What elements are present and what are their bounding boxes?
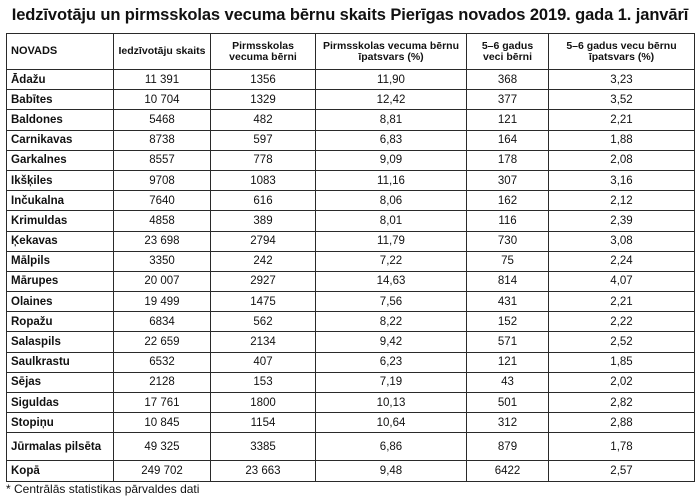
cell-preschool-share: 11,79	[316, 231, 467, 251]
cell-children-5-6: 43	[467, 372, 549, 392]
cell-novads: Siguldas	[7, 393, 114, 413]
cell-preschool-children: 1475	[211, 292, 316, 312]
cell-novads: Kopā	[7, 461, 114, 481]
cell-novads: Ķekavas	[7, 231, 114, 251]
cell-children-5-6: 730	[467, 231, 549, 251]
cell-population: 8738	[114, 130, 211, 150]
cell-preschool-share: 6,23	[316, 352, 467, 372]
cell-novads: Krimuldas	[7, 211, 114, 231]
cell-preschool-share: 14,63	[316, 271, 467, 291]
cell-population: 22 659	[114, 332, 211, 352]
cell-children-5-6: 6422	[467, 461, 549, 481]
table-row	[7, 292, 695, 312]
footnote: * Centrālās statistikas pārvaldes dati	[6, 482, 200, 496]
cell-population: 10 704	[114, 90, 211, 110]
cell-preschool-children: 778	[211, 150, 316, 170]
cell-population: 11 391	[114, 70, 211, 90]
cell-population: 5468	[114, 110, 211, 130]
cell-preschool-children: 1329	[211, 90, 316, 110]
cell-preschool-share: 8,81	[316, 110, 467, 130]
cell-preschool-share: 11,16	[316, 170, 467, 190]
cell-preschool-share: 11,90	[316, 70, 467, 90]
cell-preschool-children: 562	[211, 312, 316, 332]
header-children-5-6-share: 5–6 gadus vecu bērnu īpatsvars (%)	[549, 34, 695, 70]
cell-children-5-6: 75	[467, 251, 549, 271]
cell-children-5-6-share: 2,88	[549, 413, 695, 433]
cell-preschool-share: 7,19	[316, 372, 467, 392]
cell-population: 49 325	[114, 433, 211, 461]
cell-preschool-children: 407	[211, 352, 316, 372]
table-row	[7, 211, 695, 231]
cell-novads: Olaines	[7, 292, 114, 312]
cell-novads: Ropažu	[7, 312, 114, 332]
table-row	[7, 352, 695, 372]
cell-children-5-6-share: 2,22	[549, 312, 695, 332]
cell-novads: Babītes	[7, 90, 114, 110]
cell-children-5-6: 377	[467, 90, 549, 110]
cell-novads: Stopiņu	[7, 413, 114, 433]
cell-novads: Jūrmalas pilsēta	[7, 433, 114, 461]
table-row	[7, 231, 695, 251]
cell-population: 7640	[114, 191, 211, 211]
cell-preschool-children: 1356	[211, 70, 316, 90]
cell-children-5-6: 152	[467, 312, 549, 332]
cell-children-5-6-share: 2,02	[549, 372, 695, 392]
cell-children-5-6-share: 2,08	[549, 150, 695, 170]
cell-preschool-children: 482	[211, 110, 316, 130]
cell-preschool-children: 153	[211, 372, 316, 392]
total-row	[7, 461, 695, 481]
cell-preschool-share: 9,09	[316, 150, 467, 170]
cell-children-5-6: 501	[467, 393, 549, 413]
cell-preschool-children: 597	[211, 130, 316, 150]
cell-children-5-6: 431	[467, 292, 549, 312]
cell-children-5-6: 121	[467, 110, 549, 130]
cell-population: 19 499	[114, 292, 211, 312]
cell-novads: Salaspils	[7, 332, 114, 352]
cell-children-5-6-share: 2,52	[549, 332, 695, 352]
table-row	[7, 271, 695, 291]
cell-novads: Carnikavas	[7, 130, 114, 150]
header-preschool-share: Pirmsskolas vecuma bērnu īpatsvars (%)	[316, 34, 467, 70]
cell-novads: Baldones	[7, 110, 114, 130]
cell-preschool-share: 8,06	[316, 191, 467, 211]
cell-preschool-share: 10,64	[316, 413, 467, 433]
cell-population: 2128	[114, 372, 211, 392]
cell-preschool-children: 389	[211, 211, 316, 231]
cell-preschool-share: 9,48	[316, 461, 467, 481]
cell-preschool-children: 242	[211, 251, 316, 271]
cell-novads: Mārupes	[7, 271, 114, 291]
cell-population: 17 761	[114, 393, 211, 413]
cell-preschool-children: 2134	[211, 332, 316, 352]
cell-preschool-children: 1154	[211, 413, 316, 433]
table-row	[7, 130, 695, 150]
table-row	[7, 170, 695, 190]
cell-children-5-6: 178	[467, 150, 549, 170]
cell-children-5-6-share: 2,82	[549, 393, 695, 413]
cell-children-5-6: 121	[467, 352, 549, 372]
table-row	[7, 90, 695, 110]
cell-preschool-children: 2794	[211, 231, 316, 251]
cell-population: 4858	[114, 211, 211, 231]
cell-children-5-6: 368	[467, 70, 549, 90]
cell-preschool-children: 616	[211, 191, 316, 211]
cell-novads: Saulkrastu	[7, 352, 114, 372]
cell-novads: Ādažu	[7, 70, 114, 90]
cell-children-5-6: 116	[467, 211, 549, 231]
table-row	[7, 393, 695, 413]
cell-population: 6532	[114, 352, 211, 372]
statistics-table	[6, 33, 695, 482]
table-row	[7, 332, 695, 352]
table-row	[7, 372, 695, 392]
cell-children-5-6-share: 2,21	[549, 110, 695, 130]
table-row	[7, 191, 695, 211]
cell-children-5-6-share: 2,21	[549, 292, 695, 312]
table-body	[7, 70, 695, 482]
cell-children-5-6: 879	[467, 433, 549, 461]
cell-population: 9708	[114, 170, 211, 190]
cell-children-5-6-share: 2,24	[549, 251, 695, 271]
header-children-5-6: 5–6 gadus veci bērni	[467, 34, 549, 70]
cell-children-5-6-share: 2,12	[549, 191, 695, 211]
table-row	[7, 413, 695, 433]
cell-novads: Inčukalna	[7, 191, 114, 211]
cell-preschool-share: 10,13	[316, 393, 467, 413]
cell-children-5-6: 312	[467, 413, 549, 433]
cell-preschool-share: 6,86	[316, 433, 467, 461]
cell-preschool-share: 9,42	[316, 332, 467, 352]
cell-children-5-6: 814	[467, 271, 549, 291]
table-row	[7, 110, 695, 130]
cell-preschool-children: 1800	[211, 393, 316, 413]
cell-children-5-6: 571	[467, 332, 549, 352]
table-row	[7, 150, 695, 170]
cell-children-5-6-share: 1,85	[549, 352, 695, 372]
table-header	[7, 34, 695, 70]
cell-novads: Sējas	[7, 372, 114, 392]
cell-children-5-6-share: 3,08	[549, 231, 695, 251]
cell-preschool-children: 1083	[211, 170, 316, 190]
cell-novads: Garkalnes	[7, 150, 114, 170]
cell-population: 8557	[114, 150, 211, 170]
header-population: Iedzīvotāju skaits	[114, 34, 211, 70]
header-novads: NOVADS	[7, 34, 114, 70]
cell-children-5-6-share: 1,88	[549, 130, 695, 150]
cell-preschool-share: 8,01	[316, 211, 467, 231]
cell-children-5-6-share: 2,57	[549, 461, 695, 481]
cell-preschool-share: 12,42	[316, 90, 467, 110]
table-row	[7, 433, 695, 461]
cell-population: 3350	[114, 251, 211, 271]
cell-preschool-children: 2927	[211, 271, 316, 291]
cell-population: 10 845	[114, 413, 211, 433]
cell-population: 249 702	[114, 461, 211, 481]
cell-population: 20 007	[114, 271, 211, 291]
table-row	[7, 251, 695, 271]
cell-novads: Ikšķiles	[7, 170, 114, 190]
table-row	[7, 312, 695, 332]
cell-preschool-children: 3385	[211, 433, 316, 461]
table-title: Iedzīvotāju un pirmsskolas vecuma bērnu skaits Pierīgas novados 2019. gada 1. janvārī	[11, 6, 689, 24]
cell-novads: Mālpils	[7, 251, 114, 271]
cell-preschool-share: 8,22	[316, 312, 467, 332]
table-row	[7, 70, 695, 90]
cell-children-5-6-share: 4,07	[549, 271, 695, 291]
header-row	[7, 34, 695, 70]
header-preschool-children: Pirmsskolas vecuma bērni	[211, 34, 316, 70]
cell-children-5-6: 307	[467, 170, 549, 190]
cell-children-5-6-share: 3,52	[549, 90, 695, 110]
cell-preschool-children: 23 663	[211, 461, 316, 481]
cell-children-5-6: 162	[467, 191, 549, 211]
cell-children-5-6-share: 3,23	[549, 70, 695, 90]
cell-preschool-share: 7,22	[316, 251, 467, 271]
cell-children-5-6-share: 1,78	[549, 433, 695, 461]
cell-children-5-6-share: 2,39	[549, 211, 695, 231]
cell-children-5-6-share: 3,16	[549, 170, 695, 190]
cell-population: 23 698	[114, 231, 211, 251]
cell-preschool-share: 6,83	[316, 130, 467, 150]
cell-preschool-share: 7,56	[316, 292, 467, 312]
cell-children-5-6: 164	[467, 130, 549, 150]
cell-population: 6834	[114, 312, 211, 332]
